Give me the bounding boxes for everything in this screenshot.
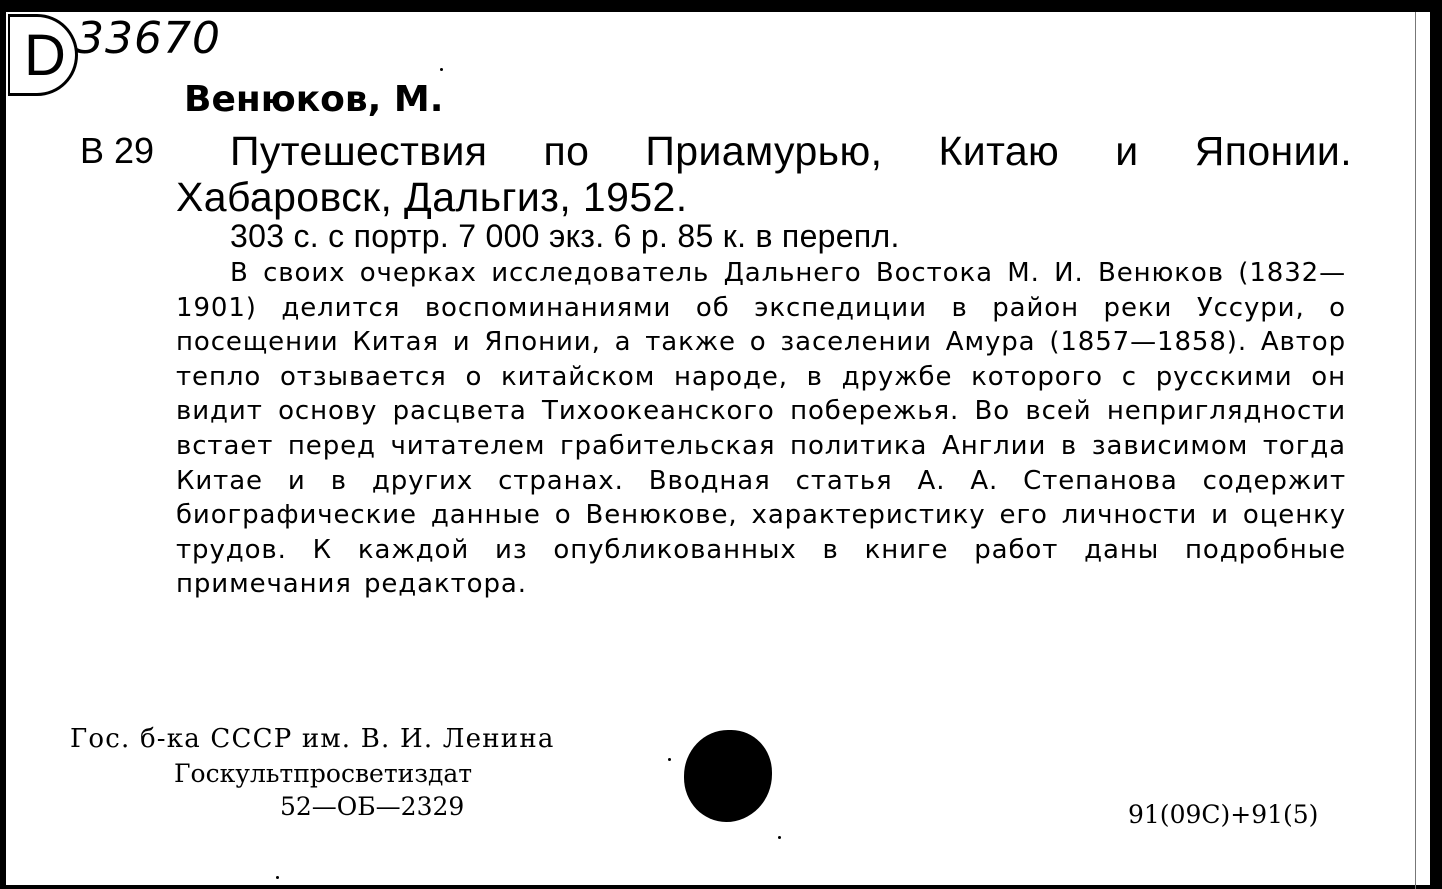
card-inner-edge (1415, 12, 1416, 889)
stamp-letter: D (24, 23, 66, 88)
book-title: Путешествия по Приамурью, Китаю и Японии. Хабаровск, Дальгиз, 1952. (176, 128, 1352, 220)
library-name: Гос. б-ка СССР им. В. И. Ленина (70, 724, 555, 754)
card-border-right (1430, 0, 1442, 889)
ink-blot (684, 730, 772, 822)
card-border-left (0, 0, 6, 889)
card-publisher: Госкультпросветиздат (174, 759, 473, 788)
scan-speck (778, 836, 781, 839)
classification-index: 91(09С)+91(5) (1128, 800, 1319, 829)
card-border-bottom (0, 885, 1442, 889)
scan-speck (440, 68, 443, 71)
card-border-top (0, 0, 1442, 12)
scan-speck (276, 876, 279, 879)
shelfmark: 33670 (76, 13, 221, 64)
imprint-line: 303 с. с портр. 7 000 экз. 6 р. 85 к. в перепл. (230, 218, 900, 254)
catalog-number: 52—ОБ—2329 (280, 792, 465, 821)
stamp-mark (8, 14, 78, 96)
annotation-text: В своих очерках исследователь Дальнего Востока М. И. Венюков (1832—1901) делится воспоминаниями об экспедиции в район реки Уссури, о посещении Китая и Японии, а также о заселении Амура (1857—1858). Автор тепло отзывается о китайском народе, в дружбе которого с русскими он видит основу расцвета Тихоокеанского побережья. Во всей неприглядности встает перед читателем грабительская политика Англии в зависимом тогда Китае и в других странах. Вводная статья А. А. Степанова содержит биографические данные о Венюкове, характеристику его личности и оценку трудов. К каждой из опубликованных в книге работ даны подробные примечания редактора. (176, 258, 1346, 600)
scan-speck (668, 758, 671, 761)
author-heading: Венюков, М. (184, 79, 444, 120)
author-code: В 29 (80, 130, 155, 171)
